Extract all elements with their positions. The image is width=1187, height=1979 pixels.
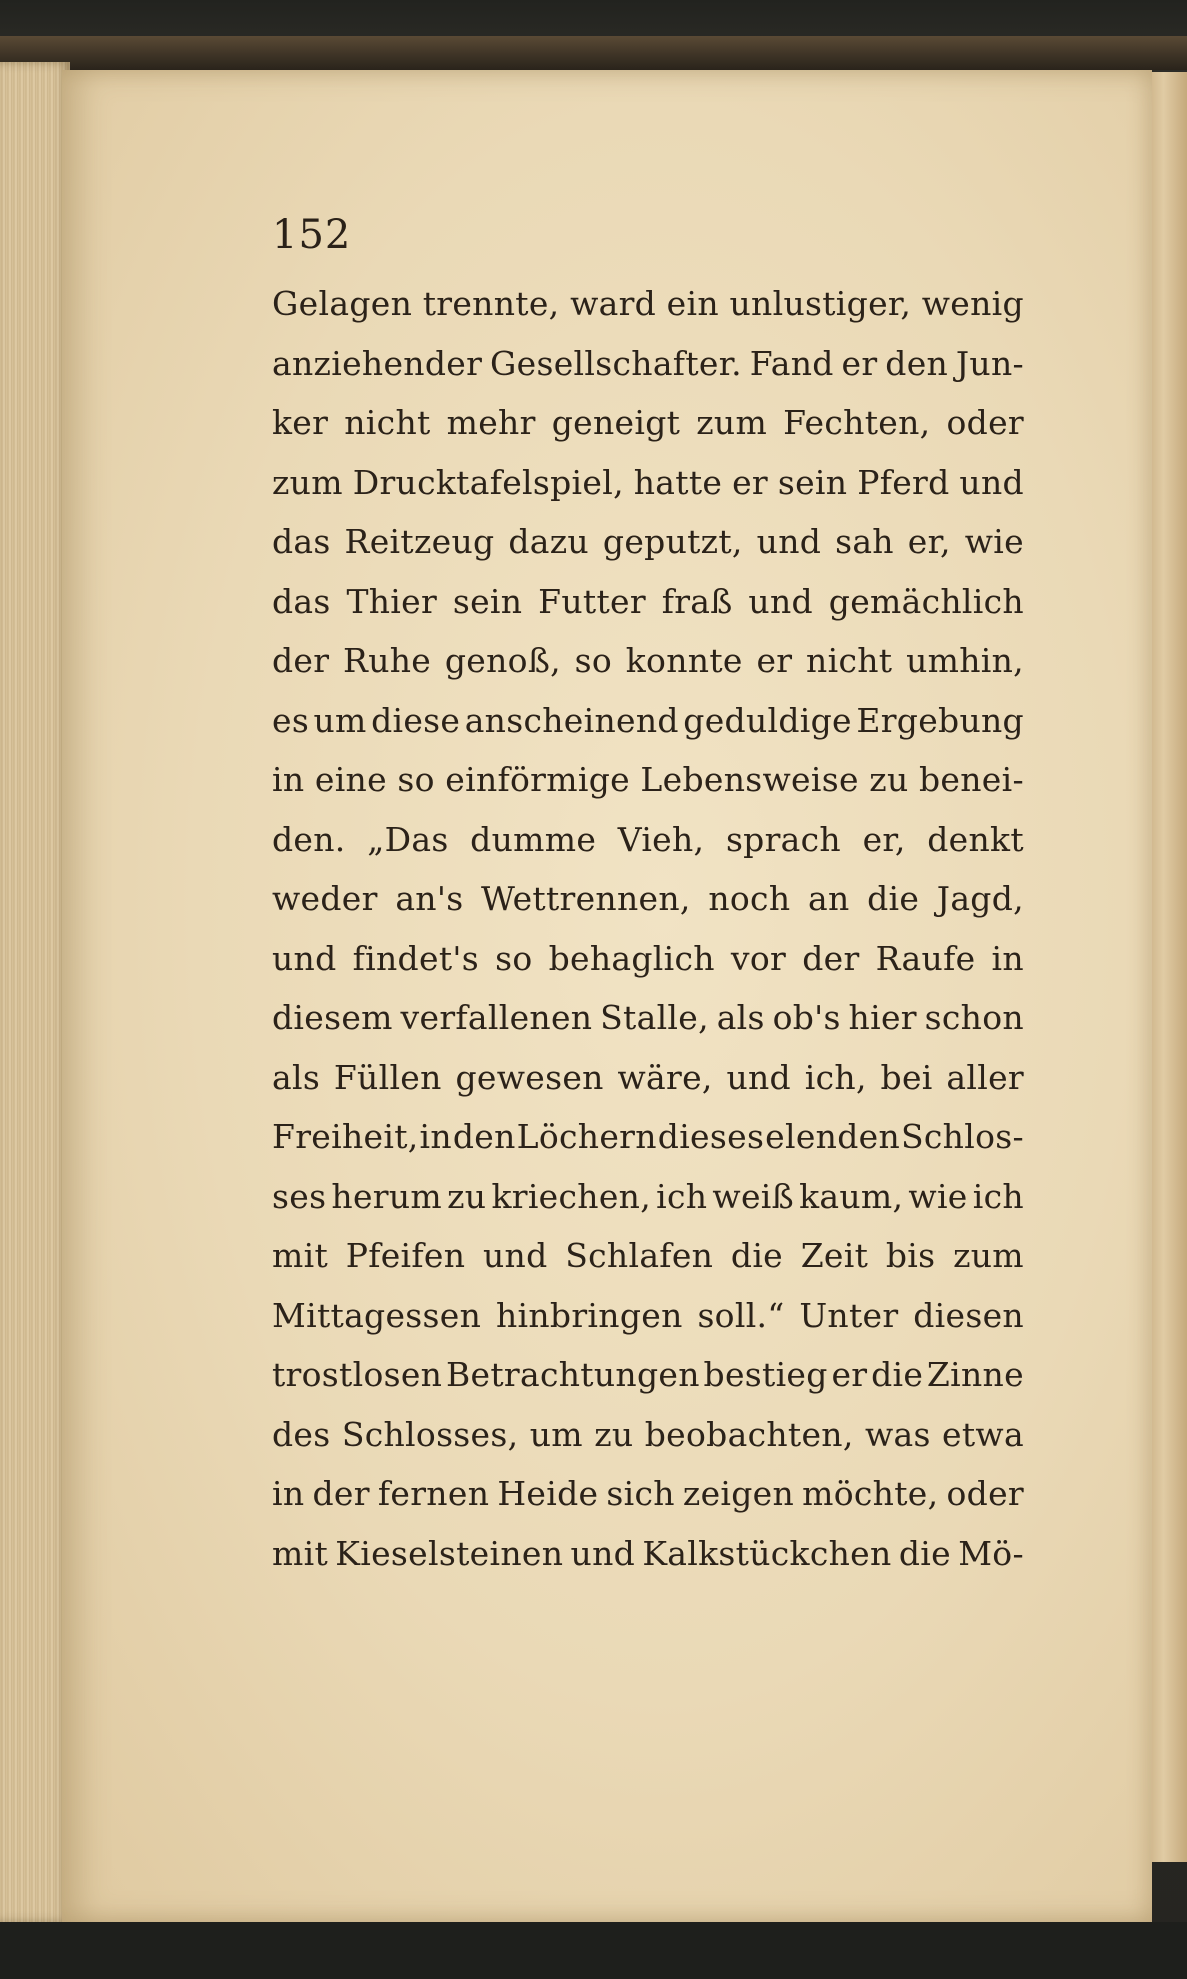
text-word: Fand [749,343,834,383]
text-word: diesem [272,998,393,1037]
text-word: geneigt [551,403,681,442]
text-word: mehr [446,403,536,442]
page-text [272,274,1024,1583]
text-word: Ruhe [343,641,432,680]
text-word: so [574,641,613,680]
text-word: aller [946,1057,1024,1097]
text-word: geputzt, [602,522,743,561]
text-word: Pferd [857,462,950,502]
text-word: Raufe [875,938,976,978]
text-word: ich [972,1176,1024,1216]
text-word: was [864,1414,931,1454]
text-line [272,512,1024,572]
text-word: etwa [942,1414,1024,1454]
text-word: mit [272,1236,329,1275]
text-word: ker [272,403,329,442]
text-word: Gesellschafter. [490,343,742,383]
text-line [272,1286,1024,1346]
text-word: er, [862,819,906,859]
text-word: zeigen [682,1474,795,1513]
text-word: hatte [633,462,723,502]
text-word: Löchern [516,1117,657,1156]
text-word: verfallenen [400,998,593,1037]
text-word: er [831,1355,868,1394]
text-word: in [419,1117,452,1156]
text-word: findet's [352,938,479,978]
text-word: Pfeifen [345,1236,466,1275]
text-word: nicht [344,403,431,442]
text-word: fernen [377,1474,490,1513]
text-word: als [272,1057,321,1097]
text-word: trostlosen [272,1355,443,1394]
text-word: wäre, [617,1057,713,1097]
text-word: ward [570,284,657,323]
text-word: gemächlich [828,581,1024,621]
text-word: um [529,1414,583,1454]
page-number: 152 [272,212,352,258]
text-word: er [732,462,768,502]
text-word: das [272,581,331,621]
text-word: in [272,760,305,799]
text-word: dieses [657,1117,765,1156]
text-word: elenden [765,1117,901,1156]
text-word: herum [331,1176,443,1216]
text-word: Wettrennen, [481,879,691,918]
text-word: die [730,1236,783,1275]
text-word: Zeit [800,1236,869,1275]
text-word: eine [314,760,387,799]
text-word: in [991,938,1024,978]
text-word: der [802,938,860,978]
text-word: Kalkstückchen [642,1533,892,1573]
text-word: sprach [725,819,841,859]
text-word: anziehender [272,343,483,383]
text-word: ich [656,1176,708,1216]
text-word: zum [696,403,768,442]
text-line [272,274,1024,334]
text-word: Ergebung [856,700,1024,740]
text-word: der [272,641,330,680]
text-line [272,1345,1024,1405]
text-word: vor [730,938,787,978]
book-cover-edge [0,36,1187,70]
text-word: anscheinend [464,700,679,740]
text-word: dumme [470,819,597,859]
text-word: noch [708,879,791,918]
text-word: beobachten, [644,1414,854,1454]
text-word: als [716,998,765,1037]
text-word: Schlos- [900,1117,1024,1156]
text-word: die [898,1533,951,1573]
text-word: die [871,1355,924,1394]
text-word: „Das [367,819,449,859]
text-line [272,1048,1024,1108]
text-word: Füllen [333,1057,442,1097]
text-line [272,393,1024,453]
text-word: unlustiger, [729,284,912,323]
text-word: umhin, [906,641,1024,680]
page-stack-left [0,62,70,1922]
text-word: sich [606,1474,675,1513]
text-word: zu [594,1414,634,1454]
text-line [272,750,1024,810]
text-word: das [272,522,331,561]
text-word: benei- [918,760,1024,799]
text-line [272,453,1024,513]
text-word: und [570,1533,636,1573]
text-word: kriechen, [491,1176,652,1216]
text-word: des [272,1414,331,1454]
text-line [272,869,1024,929]
text-word: ein [666,284,719,323]
text-word: einförmige [445,760,630,799]
text-word: Reitzeug [344,522,495,561]
text-word: so [397,760,435,799]
text-word: soll.“ [697,1295,785,1335]
text-word: er, [907,522,951,561]
text-word: kaum, [799,1176,904,1216]
text-word: Lebensweise [640,760,859,799]
text-word: sein [777,462,848,502]
text-word: Schlafen [565,1236,714,1275]
text-word: gewesen [455,1057,604,1097]
text-line [272,334,1024,394]
text-word: und [483,1236,548,1275]
text-word: Drucktafelspiel, [352,462,624,502]
text-word: dazu [508,522,589,561]
text-word: trennte, [422,284,560,323]
text-line [272,1524,1024,1584]
text-word: diesen [913,1295,1024,1335]
text-line [272,929,1024,989]
text-word: es [272,700,310,740]
text-word: um [313,700,367,740]
text-word: Jun- [955,343,1024,383]
text-word: zum [272,462,343,502]
text-line [272,1464,1024,1524]
text-word: Jagd, [936,879,1024,918]
text-word: genoß, [444,641,561,680]
text-word: nicht [806,641,893,680]
text-word: Futter [538,581,646,621]
text-word: Schlosses, [341,1414,519,1454]
book-board-bottom [0,1922,1187,1979]
text-word: in [272,1474,305,1513]
text-word: möchte, [802,1474,939,1513]
text-word: zu [447,1176,487,1216]
text-word: und [726,1057,791,1097]
text-line [272,572,1024,632]
text-word: ich, [804,1057,867,1097]
text-word: sein [452,581,523,621]
text-word: ob's [772,998,841,1037]
text-word: oder [946,403,1024,442]
text-word: sah [835,522,894,561]
text-word: den [885,343,949,383]
text-word: den. [272,819,346,859]
text-word: Freiheit, [272,1117,419,1156]
text-word: oder [946,1474,1024,1513]
text-word: Gelagen [272,284,413,323]
text-word: mit [272,1533,329,1573]
text-word: den [452,1117,516,1156]
text-word: und [959,462,1024,502]
text-line [272,1167,1024,1227]
text-word: hinbringen [495,1295,683,1335]
text-word: konnte [625,641,743,680]
text-word: fraß [661,581,733,621]
text-word: die [867,879,920,918]
text-word: denkt [927,819,1024,859]
text-line [272,1405,1024,1465]
text-word: wie [964,522,1024,561]
text-word: zu [869,760,909,799]
text-word: wenig [921,284,1024,323]
text-word: so [495,938,533,978]
text-word: ses [272,1176,327,1216]
text-line [272,1107,1024,1167]
text-line [272,810,1024,870]
text-word: schon [924,998,1024,1037]
text-word: Kieselsteinen [335,1533,564,1573]
text-word: hier [848,998,917,1037]
text-word: Zinne [926,1355,1024,1394]
text-word: bei [880,1057,933,1097]
text-word: er [841,343,878,383]
text-word: an's [395,879,464,918]
text-word: diese [371,700,461,740]
text-word: und [748,581,813,621]
page-edge-right [1148,72,1187,1862]
text-line [272,988,1024,1048]
text-word: Vieh, [617,819,705,859]
text-word: zum [953,1236,1024,1275]
text-word: der [312,1474,370,1513]
text-word: Heide [497,1474,599,1513]
text-word: bestieg [703,1355,828,1394]
text-word: Betrachtungen [445,1355,700,1394]
text-word: geduldige [683,700,852,740]
text-word: wie [908,1176,968,1216]
text-word: bis [885,1236,936,1275]
text-word: behaglich [548,938,715,978]
text-word: Fechten, [783,403,931,442]
text-line [272,691,1024,751]
text-word: Unter [799,1295,899,1335]
text-word: Stalle, [600,998,709,1037]
text-word: weder [272,879,378,918]
text-word: an [807,879,850,918]
text-line [272,1226,1024,1286]
text-word: weiß [712,1176,794,1216]
text-word: und [756,522,822,561]
text-word: er [756,641,793,680]
text-word: und [272,938,337,978]
text-word: Mö- [958,1533,1024,1573]
text-line [272,631,1024,691]
text-word: Mittagessen [272,1295,482,1335]
text-word: Thier [346,581,438,621]
